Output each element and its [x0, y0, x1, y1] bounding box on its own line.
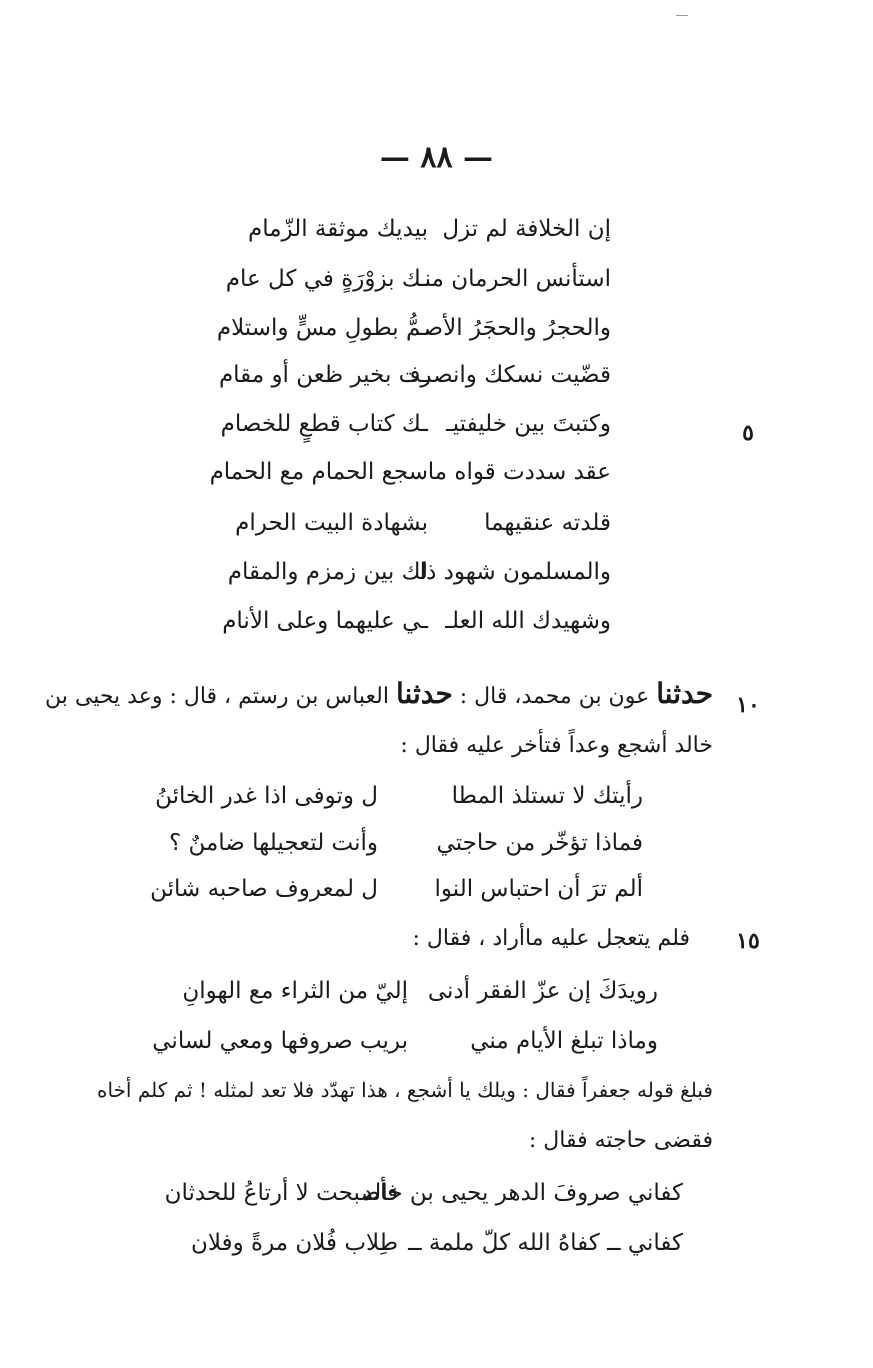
verse-first-hemistich: استأنس الحرمان منـ	[417, 266, 611, 292]
line-number: ١٠	[736, 692, 760, 718]
line-number: ٥	[742, 420, 754, 446]
verse-first-hemistich: رأيتك لا تستلذ المطا	[451, 783, 643, 809]
verse-second-hemistich: ـت بخير ظعن أو مقام	[218, 362, 428, 388]
verse-second-hemistich: ـك بزوْرَةٍ في كل عام	[225, 266, 428, 292]
hadathana-word: حدثنا	[656, 677, 713, 710]
verse-second-hemistich: سجع الحمام مع الحمام	[209, 459, 428, 485]
verse-first-hemistich: إن الخلافة لم تزل	[442, 216, 611, 242]
verse-second-hemistich: فأصبحت لا أرتاعُ للحدثان	[164, 1180, 398, 1206]
verse-first-hemistich: كفاني ــ كفاهُ الله كلّ ملمة ــ	[408, 1230, 683, 1256]
verse-first-hemistich: ألم ترَ أن احتباس النوا	[434, 876, 643, 902]
verse-second-hemistich: بشهادة البيت الحرام	[235, 510, 428, 536]
verse-first-hemistich: وكتبتَ بين خليفتيـ	[445, 411, 611, 437]
verse-second-hemistich: لك بين زمزم والمقام	[227, 559, 428, 585]
verse-first-hemistich: قلدته عنقيهما	[484, 510, 611, 536]
prose-line: فلم يتعجل عليه ماأراد ، فقال :	[412, 926, 690, 951]
verse-second-hemistich: ل لمعروف صاحبه شائن	[150, 876, 378, 902]
verse-second-hemistich: بيديك موثقة الزّمام	[247, 216, 428, 242]
verse-second-hemistich: بريب صروفها ومعي لساني	[152, 1028, 408, 1054]
verse-second-hemistich: ـك كتاب قطعٍ للخصام	[220, 411, 428, 437]
verse-second-hemistich: إليّ من الثراء مع الهوانِ	[182, 978, 408, 1004]
verse-second-hemistich: وأنت لتعجيلها ضامنٌ ؟	[168, 830, 378, 856]
prose-line	[45, 677, 713, 710]
verse-first-hemistich: كفاني صروفَ الدهر يحيى بن خالد	[362, 1180, 683, 1206]
verse-second-hemistich: طِلاب فُلان مرةً وفلان	[191, 1230, 398, 1256]
hadathana-word: حدثنا	[395, 677, 453, 710]
prose-segment: العباس بن رستم ، قال : وعد يحيى بن	[45, 684, 389, 709]
verse-first-hemistich: عقد سددت قواه ما	[427, 459, 611, 485]
corner-mark	[676, 15, 688, 16]
verse-first-hemistich: والحجرُ والحجَرُ الأصـ	[416, 315, 611, 341]
prose-line: خالد أشجع وعداً فتأخر عليه فقال :	[400, 733, 713, 758]
verse-first-hemistich: رويدَكَ إن عزّ الفقر أدنى	[427, 978, 658, 1004]
verse-first-hemistich: والمسلمون شهود ذا	[419, 559, 611, 585]
prose-line: فبلغ قوله جعفراً فقال : ويلك يا أشجع ، هذا تهدّد فلا تعد لمثله ! ثم كلم أخاه	[97, 1078, 713, 1102]
line-number: ١٥	[736, 928, 760, 954]
verse-first-hemistich: وشهيدك الله العلـ	[445, 608, 611, 634]
verse-first-hemistich: فماذا تؤخّر من حاجتي	[436, 830, 643, 856]
verse-second-hemistich: ـي عليهما وعلى الأنام	[222, 608, 428, 634]
verse-second-hemistich: ـمُّ بطولِ مسٍّ واستلام	[216, 315, 428, 341]
prose-line: فقضى حاجته فقال :	[528, 1128, 713, 1153]
page-number: — ٨٨ —	[379, 140, 494, 175]
prose-segment: عون بن محمد، قال :	[459, 684, 650, 709]
verse-first-hemistich: وماذا تبلغ الأيام مني	[470, 1028, 658, 1054]
verse-first-hemistich: قضّيت نسكك وانصرفـ	[402, 362, 611, 388]
verse-second-hemistich: ل وتوفى اذا غدر الخائنُ	[155, 783, 378, 809]
